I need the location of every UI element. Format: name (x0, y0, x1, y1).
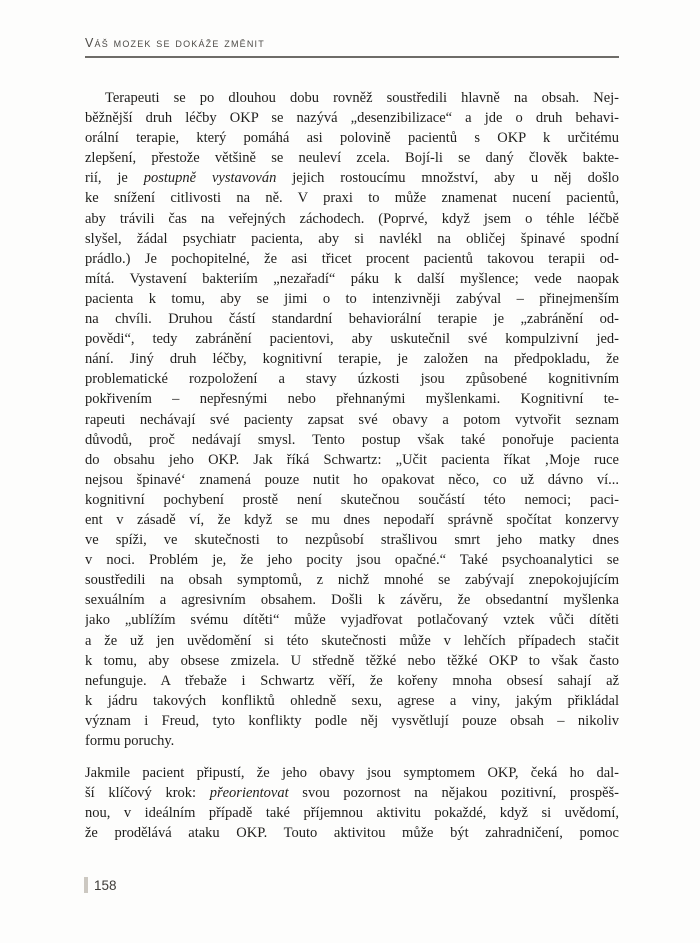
paragraph (85, 763, 619, 843)
text-line: aby trávili čas na veřejných záchodech. (Poprvé, když jsem o téhle léčbě (85, 210, 619, 227)
text-line: orální terapie, který pomáhá asi polovině pacientů s OKP k určitému (85, 130, 619, 147)
text-line: v noci. Problém je, že jeho pocity jsou opačné.“ Také psychoanalytici se (85, 552, 619, 569)
header-rule (85, 56, 619, 58)
text-line: nou, v ideálním případě také příjemnou aktivitu pokaždé, když si uvědomí, (85, 805, 619, 822)
text-line: že prodělává ataku OKP. Touto aktivitou může být zahradničení, pomoc (85, 825, 619, 842)
text-line: soustředili na obsah symptomů, z nichž mnohé se zabývají znepokojujícím (85, 572, 619, 589)
text-line: jako „ublížím svému dítěti“ může vyjadřovat potlačovaný vztek vůči dítěti (85, 612, 619, 629)
text-line: a že už jen uvědomění si této skutečnosti může v lehčích případech stačit (85, 632, 619, 649)
text-line: rií, je postupně vystavován jejich rostoucímu množství, aby u něj došlo (85, 170, 619, 187)
text-line: prádlo.) Je pochopitelné, že asi třicet procent pacientů takovou terapii od- (85, 250, 619, 267)
italic-phrase: přeorientovat (209, 785, 289, 802)
text-line: sexuálním a agresivním obsahem. Došli k závěru, že obsedantní myšlenka (85, 592, 619, 609)
text-line: do obsahu jeho OKP. Jak říká Schwartz: „Učit pacienta říkat ‚Moje ruce (85, 451, 619, 468)
running-header: Váš mozek se dokáže změnit (85, 36, 265, 50)
text-line: povědi“, tedy zabránění pacientovi, aby uskutečnil své kompulzivní jed- (85, 331, 619, 348)
page-number: 158 (94, 877, 117, 893)
text-line: problematické rozpoložení a stavy úzkosti jsou způsobené kognitivním (85, 371, 619, 388)
text-line: pacienta k tomu, aby se jimi o to intenzivněji zabýval – přinejmenším (85, 290, 619, 307)
text-line: důvodů, proč nedávají smysl. Tento postup však také ponořuje pacienta (85, 431, 619, 448)
text-line: běžnější druh léčby OKP se nazývá „desenzibilizace“ a jde o druh behavi- (85, 110, 619, 127)
text-line: rapeuti nechávají své pacienty zapsat své obavy a potom vytvořit seznam (85, 411, 619, 428)
text-line: ve spíži, ve skutečnosti to nezpůsobí strašlivou smrt jeho matky dnes (85, 532, 619, 549)
text-line: nefunguje. A třebaže i Schwartz věří, že kořeny mnoha obsesí sahají až (85, 672, 619, 689)
text-line: ší klíčový krok: přeorientovat svou pozornost na nějakou pozitivní, prospěš- (85, 785, 619, 802)
text-line: pokřivením – nepřesnými nebo přehnanými myšlenkami. Kognitivní te- (85, 391, 619, 408)
text-line: na chvíli. Druhou částí standardní behaviorální terapie je „zabránění od- (85, 311, 619, 328)
text-line: Terapeuti se po dlouhou dobu rovněž soustředili hlavně na obsah. Nej- (105, 90, 619, 106)
text-line: slyšel, žádal psychiatr pacienta, aby si navlékl na obličej špinavé spodní (85, 230, 619, 247)
page-footer (84, 877, 117, 893)
text-line: nejsou špinavé‘ znamená pouze nutit ho opakovat něco, co už dávno ví... (85, 471, 619, 488)
italic-phrase: postupně vystavován (143, 170, 277, 187)
text-line: mítá. Vystavení bakteriím „nezařadí“ páku k další myšlence; vede naopak (85, 270, 619, 287)
body-text (85, 88, 619, 843)
text-line: ke snížení citlivosti na ně. V praxi to může znamenat nucení pacientů, (85, 190, 619, 207)
text-line: kognitivní pochybení prostě není skutečnou součástí této nemoci; paci- (85, 491, 619, 508)
text-line: ent v zásadě ví, že když se mu dnes nepodaří správně spočítat konzervy (85, 511, 619, 528)
text-line: formu poruchy. (85, 733, 175, 749)
text-line: Jakmile pacient připustí, že jeho obavy jsou symptomem OKP, čeká ho dal- (85, 765, 619, 782)
text-line: význam i Freud, tyto konflikty podle něj vysvětlují pouze obsah – nikoliv (85, 712, 619, 729)
footer-bar-icon (84, 877, 88, 893)
text-line: zlepšení, přestože většině se neuleví zcela. Bojí-li se daný člověk bakte- (85, 150, 619, 167)
paragraph (85, 88, 619, 751)
text-line: nání. Jiný druh léčby, kognitivní terapie, je založen na předpokladu, že (85, 351, 619, 368)
text-line: k jádru takových konfliktů ohledně sexu, agrese a viny, jakým přikládal (85, 692, 619, 709)
text-line: k tomu, aby obsese zmizela. U středně těžké nebo těžké OKP to však často (85, 652, 619, 669)
